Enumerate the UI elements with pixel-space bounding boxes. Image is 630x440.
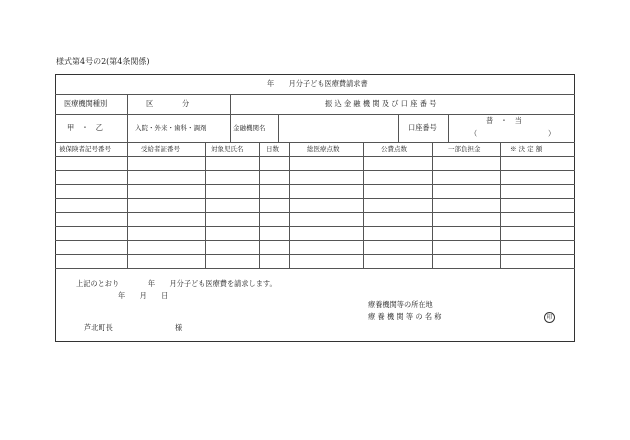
rule-v xyxy=(398,114,399,142)
rule-row xyxy=(55,198,575,199)
column-header: 日数 xyxy=(266,145,279,153)
rule-v xyxy=(289,142,290,268)
rule-v xyxy=(127,142,128,268)
rule-columns-bottom xyxy=(55,156,575,157)
rule-row xyxy=(55,170,575,171)
column-header: 被保険者記号番号 xyxy=(59,145,111,153)
column-header: 一部負担金 xyxy=(448,145,481,153)
rule-row xyxy=(55,212,575,213)
mayor-label: 芦北町長 xyxy=(84,323,113,332)
rule-row xyxy=(55,240,575,241)
rule-v xyxy=(205,142,206,268)
institution-name-label: 療 養 機 関 等 の 名 称 xyxy=(368,312,442,321)
column-header: 公費点数 xyxy=(381,145,407,153)
honorific-label: 様 xyxy=(175,323,183,332)
account-number-label: 口座番号 xyxy=(408,123,437,132)
claim-date: 年 月 日 xyxy=(118,291,169,300)
column-header: 総医療点数 xyxy=(307,145,340,153)
column-header: 対象児氏名 xyxy=(211,145,244,153)
rule-v xyxy=(432,142,433,268)
account-type-label: 普 ・ 当 xyxy=(486,116,522,125)
rule-v xyxy=(278,114,279,142)
category-label: 区 分 xyxy=(146,99,190,108)
kou-otsu-label: 甲 ・ 乙 xyxy=(67,123,103,132)
rule-v xyxy=(363,142,364,268)
rule-v xyxy=(127,94,128,142)
seal-mark: 印 xyxy=(544,312,555,323)
category-options-label: 入院・外来・歯科・調剤 xyxy=(135,124,207,132)
institution-address-label: 療養機関等の所在地 xyxy=(368,300,433,309)
form-title: 年 月分子ども医療費請求書 xyxy=(267,79,368,88)
rule-v xyxy=(230,94,231,142)
rule-v xyxy=(500,142,501,268)
column-header: 受給者証番号 xyxy=(141,145,180,153)
column-header: ※ 決 定 額 xyxy=(510,145,543,153)
bank-transfer-label: 振 込 金 融 機 関 及 び 口 座 番 号 xyxy=(325,99,437,108)
rule-header2-bottom xyxy=(55,142,575,143)
form-number: 様式第4号の2(第4条関係) xyxy=(56,57,150,66)
rule-header1-bottom xyxy=(55,114,575,115)
claim-statement: 上記のとおり 年 月分子ども医療費を請求します。 xyxy=(76,279,277,288)
rule-v xyxy=(259,142,260,268)
institution-type-label: 医療機関種別 xyxy=(64,99,108,108)
rule-title-bottom xyxy=(55,94,575,95)
rule-v xyxy=(448,114,449,142)
account-paren-close: ） xyxy=(548,129,556,138)
account-paren-open: （ xyxy=(470,129,478,138)
rule-grid-bottom xyxy=(55,268,575,269)
rule-row xyxy=(55,254,575,255)
rule-row xyxy=(55,184,575,185)
bank-name-label: 金融機関名 xyxy=(233,124,266,132)
rule-row xyxy=(55,226,575,227)
